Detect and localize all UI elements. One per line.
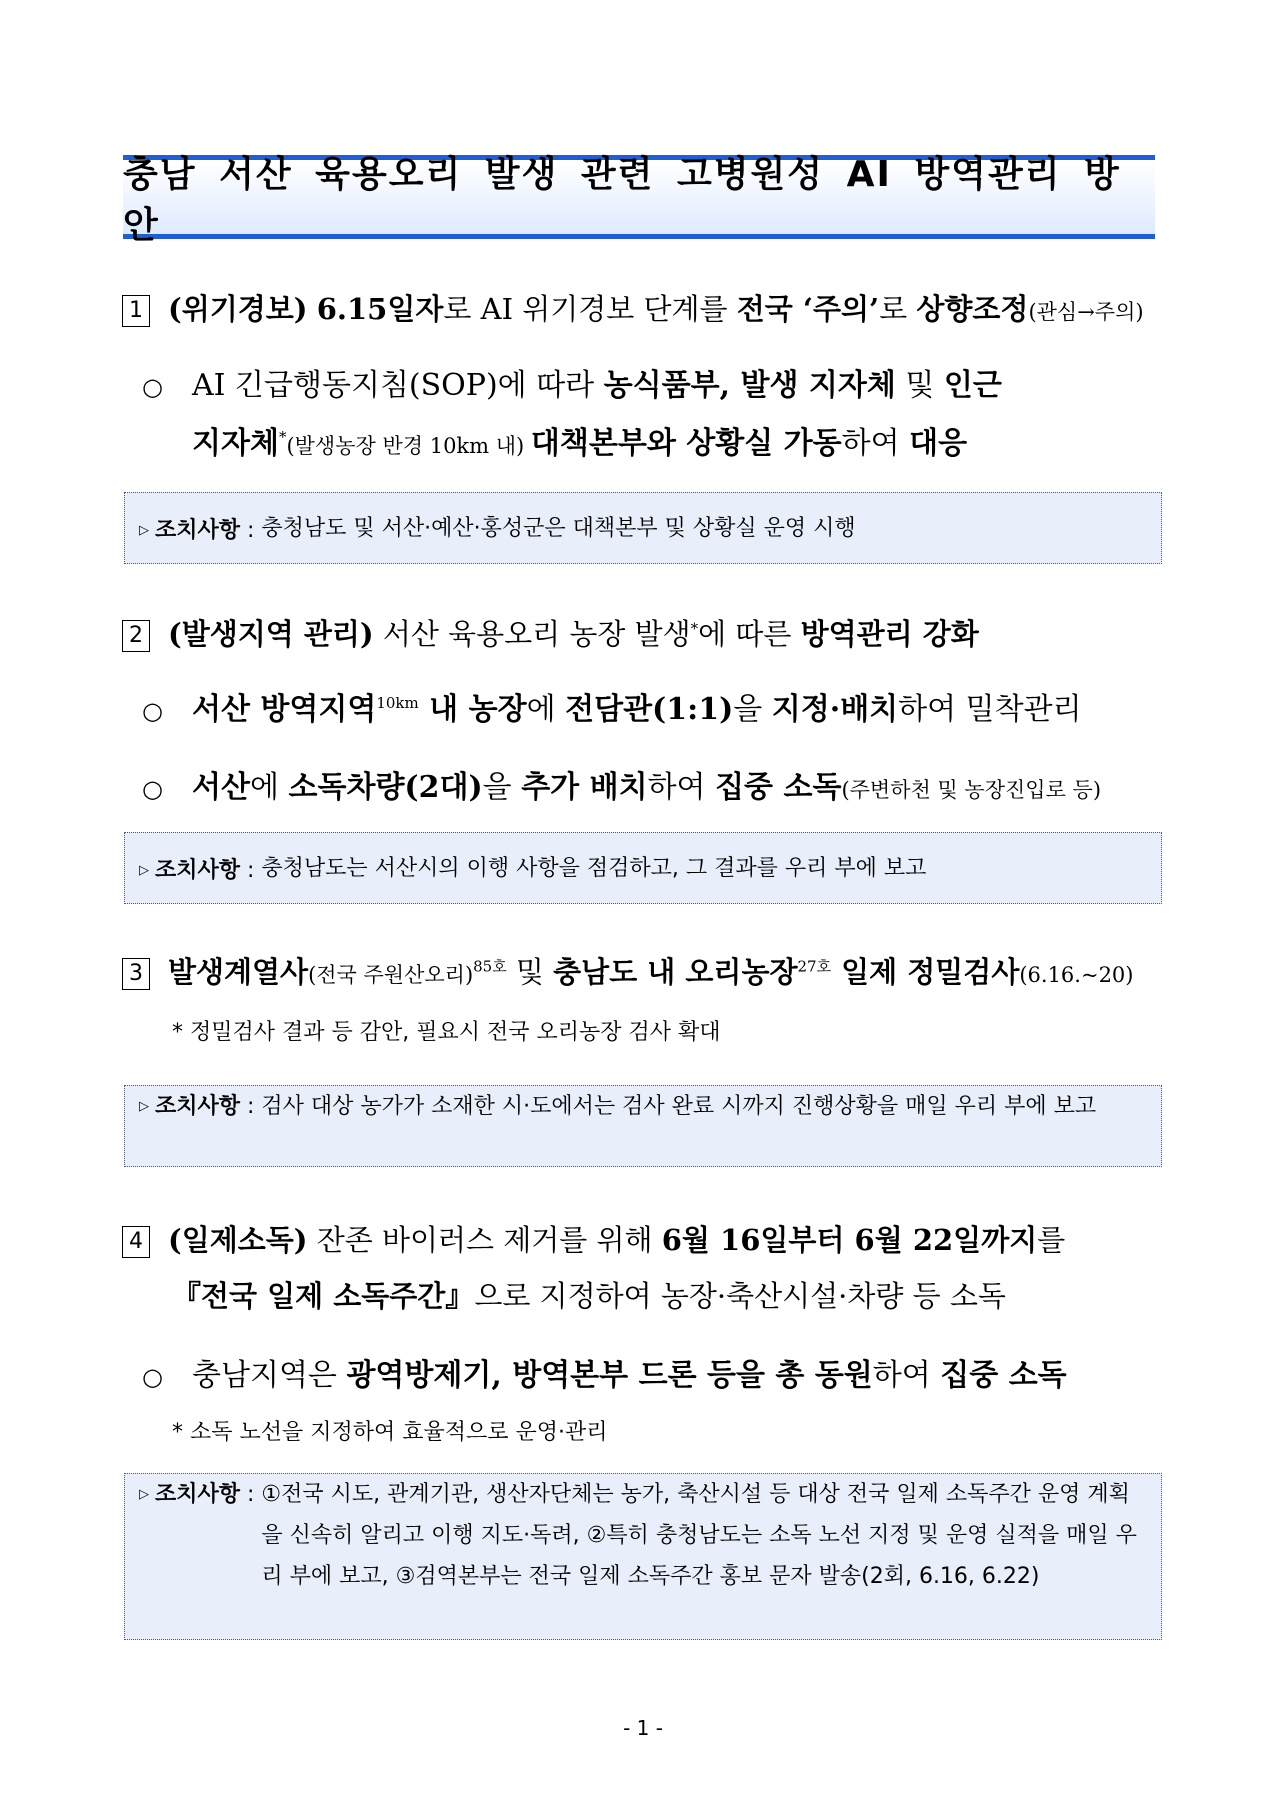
action-label: 조치사항 [155,1482,241,1507]
bullet-emphasis: 농식품부, 발생 지자체 [603,368,896,403]
bullet-text: 하여 [647,770,716,805]
heading-emphasis: 발생계열사 [168,955,309,989]
heading-text: 로 AI 위기경보 단계를 [443,292,737,326]
bullet-text: 및 [895,368,944,403]
bullet-emphasis: 대책본부와 상황실 가동 [530,426,842,461]
heading-emphasis: 방역관리 강화 [800,617,979,651]
section-4-note: * 소독 노선을 지정하여 효율적으로 운영·관리 [172,1420,608,1445]
bullet-text: 을 [733,692,772,727]
bullet-note: (주변하천 및 농장진입로 등) [841,778,1102,802]
heading-text: 를 [1037,1223,1066,1257]
heading-tag: (발생지역 관리) [168,617,374,651]
bullet-text: 하여 [872,1358,941,1393]
bullet-emphasis: 서산 방역지역 [192,692,377,727]
heading-text: 잔존 바이러스 제거를 위해 [307,1223,662,1257]
action-box-1: ▷ 조치사항 : 충청남도 및 서산·예산·홍성군은 대책본부 및 상황실 운영 시행 [124,492,1162,564]
page-number: - 1 - [623,1716,663,1740]
bullet-text: 에 [249,770,289,805]
heading-note: (전국 주원산오리) [308,963,474,987]
action-label: 조치사항 [155,857,241,883]
footnote-mark: * [278,428,287,446]
bullet-emphasis: 전담관(1:1) [565,692,734,727]
section-3-heading [122,950,1133,991]
action-text: 충청남도는 서산시의 이행 사항을 점검하고, 그 결과를 우리 부에 보고 [261,855,927,881]
heading-text: 로 [879,292,917,326]
bullet-emphasis: 지자체 [192,426,279,461]
section-1-bullet: ○ AI 긴급행동지침(SOP)에 따라 농식품부, 발생 지자체 및 인근 [142,368,1002,403]
action-text: 검사 대상 농가가 소재한 시·도에서는 검사 완료 시까지 진행상황을 매일 우리 부에 보고 [261,1094,1097,1119]
heading-tag: (일제소독) [168,1223,308,1257]
bullet-text: 충남지역은 [192,1358,347,1393]
bullet-note: (발생농장 반경 10km 내) [286,434,531,458]
heading-emphasis: 일제 정밀검사 [831,955,1020,989]
heading-emphasis: 6월 16일부터 6월 22일까지 [661,1223,1038,1257]
section-3-note: * 정밀검사 결과 등 감안, 필요시 전국 오리농장 검사 확대 [172,1020,721,1045]
action-text: ①전국 시도, 관계기관, 생산자단체는 농가, 축산시설 등 대상 전국 일제 소독주간 운영 계획을 신속히 알리고 이행 지도·독려, ②특히 충청남도는 소독 노선 지정 및 운영 실적을 매일 우리 부에 보고, ③검역본부는 전국 일제 소독주간 홍보 문자 발송(2회, 6.16, 6.22) [261,1482,1137,1589]
heading-emphasis: 『전국 일제 소독주간』 [172,1279,475,1313]
section-4-bullet: ○ 충남지역은 광역방제기, 방역본부 드론 등을 총 동원하여 집중 소독 [142,1358,1067,1393]
section-2-bullet-1: ○ 서산 방역지역$^{10km}$ 내 농장에 전담관(1:1)을 지정·배치하여 밀착관리 [142,692,1082,727]
superscript: 85호 [473,957,507,976]
bullet-emphasis: 집중 소독 [715,770,842,805]
action-text: 충청남도 및 서산·예산·홍성군은 대책본부 및 상황실 운영 시행 [261,515,856,541]
bullet-emphasis: 대응 [909,426,968,461]
bullet-emphasis: 지정·배치 [771,692,899,727]
footnote-mark: * [690,619,699,638]
section-2-heading [122,612,979,653]
action-box-3: ▷ 조치사항 : 검사 대상 농가가 소재한 시·도에서는 검사 완료 시까지 진행상황을 매일 우리 부에 보고 [124,1085,1162,1167]
section-number: 3 [122,958,150,990]
heading-emphasis: 상향조정 [916,292,1029,326]
heading-text: 및 [506,955,554,989]
bullet-emphasis: 내 농장 [418,692,527,727]
heading-date: 6.15일자 [316,292,444,326]
bullet-text: 을 [482,770,522,805]
superscript: 10km [376,694,419,712]
section-4-heading-cont [172,1274,1006,1315]
action-box-2: ▷ 조치사항 : 충청남도는 서산시의 이행 사항을 점검하고, 그 결과를 우리 부에 보고 [124,832,1162,904]
bullet-text: 에 [526,692,566,727]
heading-note: (관심→주의) [1028,300,1144,324]
bullet-emphasis: 인근 [943,368,1002,403]
bullet-emphasis: 광역방제기, 방역본부 드론 등을 총 동원 [346,1358,873,1393]
section-number: 4 [122,1226,150,1258]
heading-tag: (위기경보) [168,292,308,326]
bullet-emphasis: 서산 [192,770,250,805]
bullet-emphasis: 집중 소독 [940,1358,1067,1393]
section-2-bullet-2: ○ 서산에 소독차량(2대)을 추가 배치하여 집중 소독(주변하천 및 농장진입로 등) [142,770,1102,805]
heading-text: 으로 지정하여 농장·축산시설·차량 등 소독 [474,1279,1006,1313]
bullet-text: 하여 [841,426,910,461]
section-1-heading [122,287,1144,328]
action-label: 조치사항 [155,517,241,543]
bullet-emphasis: 소독차량(2대) [288,770,483,805]
title-box [123,154,1155,246]
bullet-emphasis: 추가 배치 [521,770,648,805]
action-label: 조치사항 [155,1094,241,1119]
bullet-text: AI 긴급행동지침(SOP)에 따라 [192,368,604,403]
bullet-text: 하여 밀착관리 [898,692,1082,727]
section-4-heading [122,1218,1065,1259]
section-number: 1 [122,295,150,327]
heading-text: 서산 육용오리 농장 발생 [373,617,691,651]
heading-text: 에 따른 [698,617,801,651]
heading-emphasis: 충남도 내 오리농장 [553,955,798,989]
page-title: 충남 서산 육용오리 발생 관련 고병원성 AI 방역관리 방안 [123,154,1121,246]
action-box-4: ▷ 조치사항 : ①전국 시도, 관계기관, 생산자단체는 농가, 축산시설 등 대상 전국 일제 소독주간 운영 계획을 신속히 알리고 이행 지도·독려, ②특히 충청남도는 소독 노선 지정 및 운영 실적을 매일 우리 부에 보고, ③검역본부는 전국 일제 소독주간 홍보 문자 발송(2회, 6.16, 6.22) [124,1473,1162,1640]
section-1-bullet-cont [192,418,967,462]
section-number: 2 [122,620,150,652]
superscript: 27호 [797,957,832,976]
heading-emphasis: 전국 ‘주의’ [736,292,880,326]
heading-note: (6.16.~20) [1019,963,1134,987]
